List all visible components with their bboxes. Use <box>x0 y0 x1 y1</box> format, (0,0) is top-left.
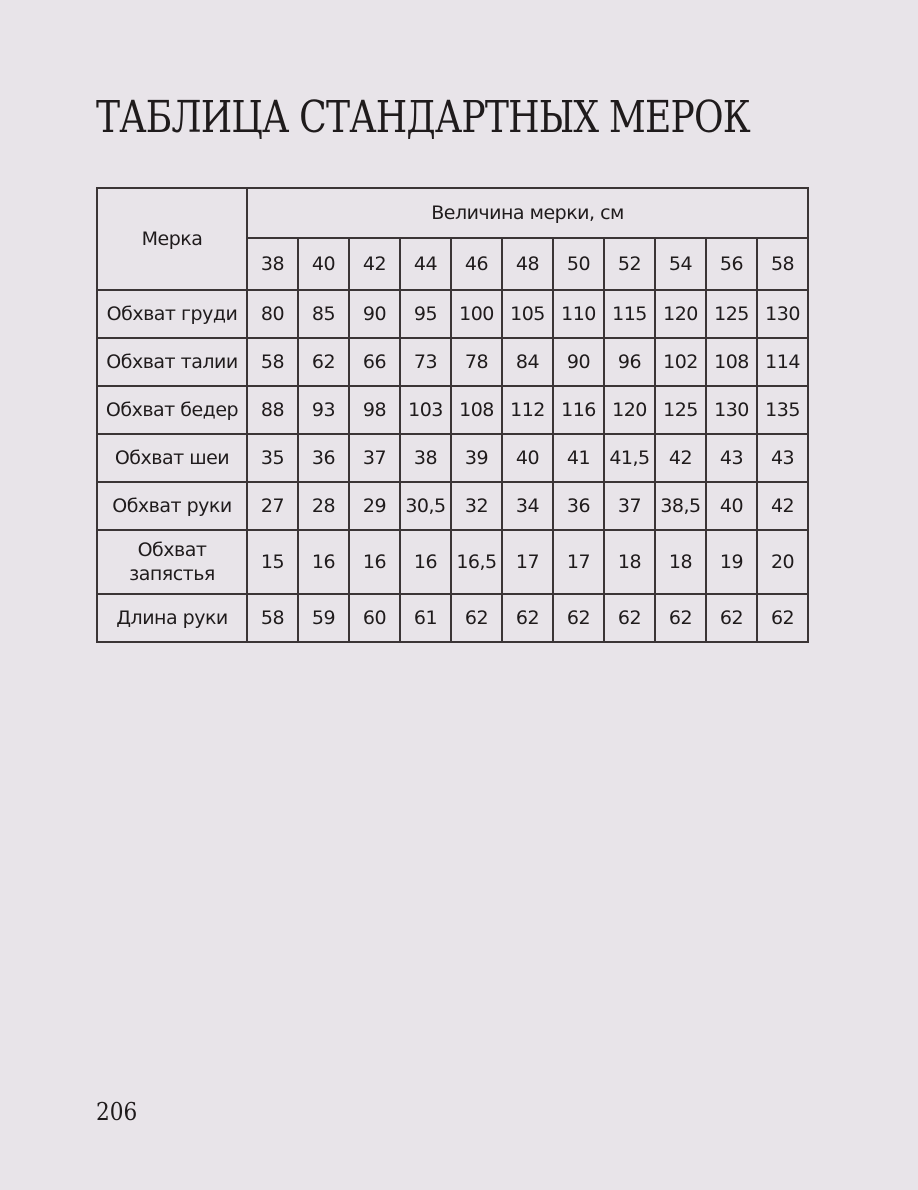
value-cell: 62 <box>706 594 757 642</box>
table-row <box>97 482 808 530</box>
value-cell: 62 <box>502 594 553 642</box>
value-cell: 130 <box>757 290 808 338</box>
value-cell: 20 <box>757 530 808 594</box>
value-cell: 37 <box>604 482 655 530</box>
table-row <box>97 290 808 338</box>
value-cell: 90 <box>349 290 400 338</box>
value-cell: 62 <box>451 594 502 642</box>
value-cell: 18 <box>604 530 655 594</box>
measure-name-cell: Длина руки <box>97 594 247 642</box>
value-cell: 18 <box>655 530 706 594</box>
size-span-header: Величина мерки, см <box>247 188 808 238</box>
table-row <box>97 386 808 434</box>
value-cell: 17 <box>502 530 553 594</box>
value-cell: 90 <box>553 338 604 386</box>
value-cell: 62 <box>553 594 604 642</box>
value-cell: 62 <box>604 594 655 642</box>
value-cell: 30,5 <box>400 482 451 530</box>
size-header-cell: 46 <box>451 238 502 290</box>
value-cell: 16 <box>298 530 349 594</box>
table-row <box>97 434 808 482</box>
value-cell: 130 <box>706 386 757 434</box>
size-header-cell: 52 <box>604 238 655 290</box>
value-cell: 60 <box>349 594 400 642</box>
value-cell: 15 <box>247 530 298 594</box>
size-header-cell: 56 <box>706 238 757 290</box>
value-cell: 62 <box>298 338 349 386</box>
value-cell: 80 <box>247 290 298 338</box>
value-cell: 102 <box>655 338 706 386</box>
measure-name-cell: Обхват груди <box>97 290 247 338</box>
value-cell: 39 <box>451 434 502 482</box>
value-cell: 58 <box>247 594 298 642</box>
value-cell: 27 <box>247 482 298 530</box>
value-cell: 105 <box>502 290 553 338</box>
value-cell: 108 <box>706 338 757 386</box>
value-cell: 93 <box>298 386 349 434</box>
value-cell: 19 <box>706 530 757 594</box>
value-cell: 88 <box>247 386 298 434</box>
value-cell: 37 <box>349 434 400 482</box>
value-cell: 16 <box>349 530 400 594</box>
size-header-cell: 40 <box>298 238 349 290</box>
value-cell: 84 <box>502 338 553 386</box>
value-cell: 38 <box>400 434 451 482</box>
value-cell: 36 <box>553 482 604 530</box>
measure-name-cell: Обхват талии <box>97 338 247 386</box>
value-cell: 96 <box>604 338 655 386</box>
size-header-cell: 50 <box>553 238 604 290</box>
table-row <box>97 594 808 642</box>
measure-name-cell: Обхват запястья <box>97 530 247 594</box>
measure-name-cell: Обхват руки <box>97 482 247 530</box>
value-cell: 135 <box>757 386 808 434</box>
size-header-cell: 48 <box>502 238 553 290</box>
value-cell: 38,5 <box>655 482 706 530</box>
value-cell: 41,5 <box>604 434 655 482</box>
value-cell: 100 <box>451 290 502 338</box>
value-cell: 17 <box>553 530 604 594</box>
value-cell: 61 <box>400 594 451 642</box>
value-cell: 35 <box>247 434 298 482</box>
value-cell: 78 <box>451 338 502 386</box>
value-cell: 66 <box>349 338 400 386</box>
size-header-cell: 58 <box>757 238 808 290</box>
measure-name-cell: Обхват шеи <box>97 434 247 482</box>
value-cell: 40 <box>502 434 553 482</box>
value-cell: 120 <box>655 290 706 338</box>
value-cell: 41 <box>553 434 604 482</box>
value-cell: 125 <box>706 290 757 338</box>
value-cell: 85 <box>298 290 349 338</box>
value-cell: 114 <box>757 338 808 386</box>
value-cell: 125 <box>655 386 706 434</box>
page-title: ТАБЛИЦА СТАНДАРТНЫХ МЕРОК <box>96 92 750 143</box>
value-cell: 43 <box>757 434 808 482</box>
header-row-top <box>97 188 808 238</box>
value-cell: 16 <box>400 530 451 594</box>
value-cell: 32 <box>451 482 502 530</box>
measure-column-header: Мерка <box>97 188 247 290</box>
value-cell: 34 <box>502 482 553 530</box>
value-cell: 110 <box>553 290 604 338</box>
value-cell: 103 <box>400 386 451 434</box>
value-cell: 98 <box>349 386 400 434</box>
value-cell: 36 <box>298 434 349 482</box>
value-cell: 43 <box>706 434 757 482</box>
size-header-cell: 38 <box>247 238 298 290</box>
table-row <box>97 338 808 386</box>
size-header-cell: 44 <box>400 238 451 290</box>
value-cell: 16,5 <box>451 530 502 594</box>
measure-name-cell: Обхват бедер <box>97 386 247 434</box>
value-cell: 42 <box>655 434 706 482</box>
value-cell: 108 <box>451 386 502 434</box>
measurements-table <box>96 187 809 643</box>
value-cell: 58 <box>247 338 298 386</box>
value-cell: 73 <box>400 338 451 386</box>
value-cell: 28 <box>298 482 349 530</box>
value-cell: 120 <box>604 386 655 434</box>
table-row <box>97 530 808 594</box>
measurements-table-container <box>96 187 809 643</box>
value-cell: 115 <box>604 290 655 338</box>
value-cell: 62 <box>655 594 706 642</box>
value-cell: 112 <box>502 386 553 434</box>
value-cell: 59 <box>298 594 349 642</box>
value-cell: 95 <box>400 290 451 338</box>
page-number: 206 <box>96 1098 138 1126</box>
value-cell: 29 <box>349 482 400 530</box>
value-cell: 62 <box>757 594 808 642</box>
size-header-cell: 42 <box>349 238 400 290</box>
value-cell: 42 <box>757 482 808 530</box>
size-header-cell: 54 <box>655 238 706 290</box>
value-cell: 40 <box>706 482 757 530</box>
value-cell: 116 <box>553 386 604 434</box>
